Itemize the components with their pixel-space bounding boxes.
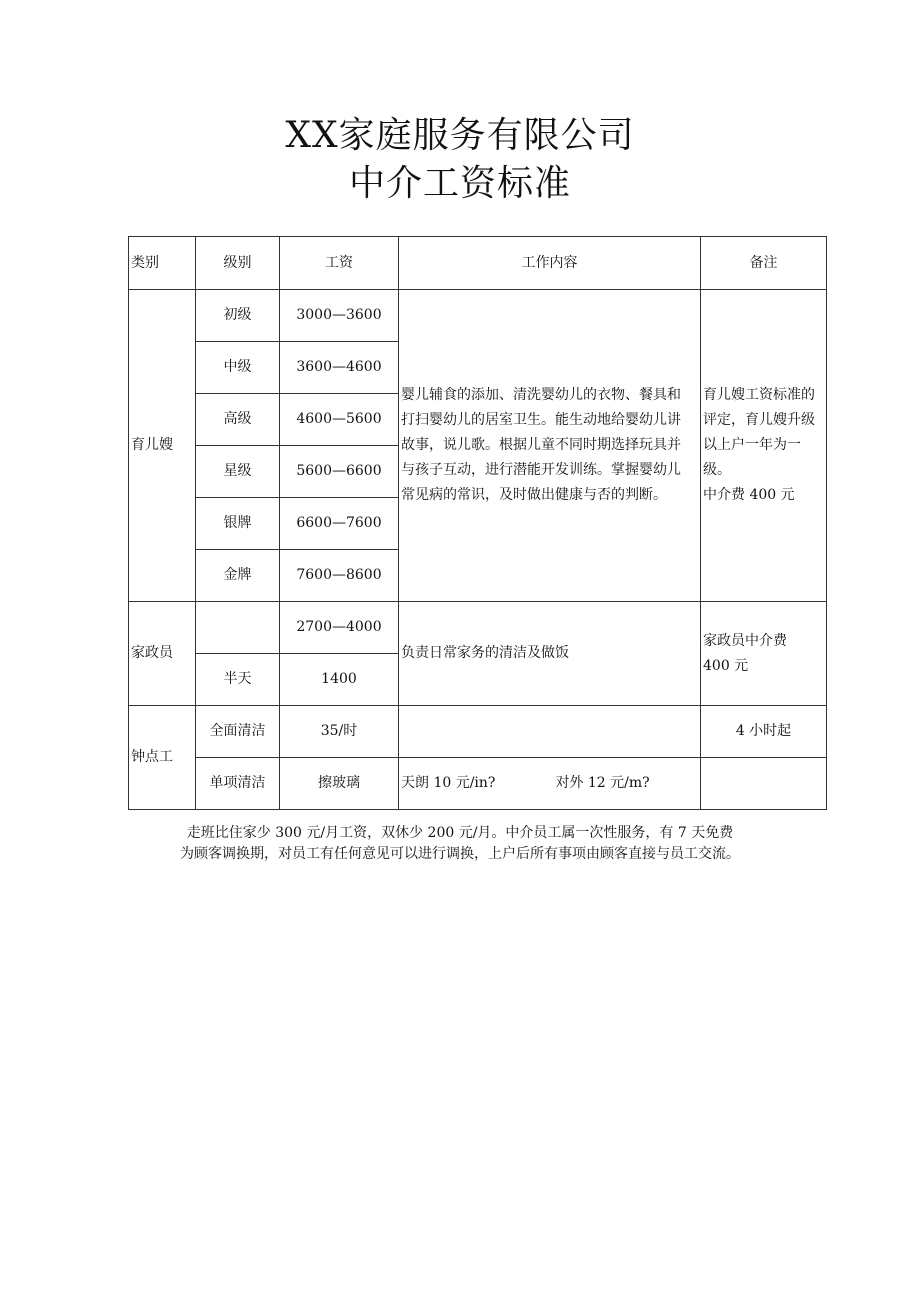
table-row	[129, 602, 827, 654]
remark-line: 中介费 400 元	[703, 487, 795, 503]
content-line: 打扫婴幼儿的居室卫生。能生动地给婴幼儿讲	[401, 412, 681, 428]
level-cell: 单项清洁	[196, 758, 280, 810]
remark-cell	[701, 758, 827, 810]
content-cell	[399, 758, 701, 810]
remark-line: 400 元	[703, 657, 749, 674]
content-line: 常见病的常识，及时做出健康与否的判断。	[401, 487, 667, 503]
remark-line: 育儿嫂工资标准的	[703, 387, 815, 403]
nanny-content	[399, 383, 700, 508]
level-cell: 金牌	[196, 550, 280, 602]
wage-cell: 7600—8600	[280, 550, 399, 602]
header-wage: 工资	[280, 237, 399, 290]
level-cell: 中级	[196, 342, 280, 394]
level-cell: 半天	[196, 654, 280, 706]
remark-line: 以上户一年为一	[703, 437, 801, 453]
housekeeper-remark-cell	[701, 602, 827, 706]
table-header-row	[129, 237, 827, 290]
nanny-content-cell	[399, 290, 701, 602]
category-nanny: 育儿嫂	[129, 290, 196, 602]
price-external: 对外 12 元/m?	[555, 775, 650, 792]
level-cell	[196, 602, 280, 654]
level-cell: 银牌	[196, 498, 280, 550]
remark-line: 级。	[703, 462, 731, 478]
remark-line: 评定，育儿嫂升级	[703, 412, 815, 428]
table-row	[129, 290, 827, 342]
level-cell: 初级	[196, 290, 280, 342]
table-row	[129, 758, 827, 810]
note-line: 走班比住家少 300 元/月工资，双休少 200 元/月。中介员工属一次性服务，有 7 天免费	[186, 825, 734, 841]
content-line: 故事，说儿歌。根据儿童不同时期选择玩具并	[401, 437, 681, 453]
wage-cell: 擦玻璃	[280, 758, 399, 810]
header-level: 级别	[196, 237, 280, 290]
content-line: 与孩子互动，进行潜能开发训练。掌握婴幼儿	[401, 462, 681, 478]
header-category: 类别	[129, 237, 196, 290]
table-row	[129, 706, 827, 758]
category-housekeeper: 家政员	[129, 602, 196, 706]
housekeeper-remark	[701, 629, 826, 679]
wage-cell: 3600—4600	[280, 342, 399, 394]
nanny-remark-cell	[701, 290, 827, 602]
wage-cell: 1400	[280, 654, 399, 706]
document-subtitle: 中介工资标准	[348, 163, 571, 204]
level-cell: 全面清洁	[196, 706, 280, 758]
document-title: XX家庭服务有限公司	[285, 115, 635, 156]
wage-cell: 2700—4000	[280, 602, 399, 654]
wage-cell: 4600—5600	[280, 394, 399, 446]
wage-cell: 5600—6600	[280, 446, 399, 498]
housekeeper-content: 负责日常家务的清洁及做饭	[399, 602, 701, 706]
header-remark: 备注	[701, 237, 827, 290]
header-content: 工作内容	[399, 237, 701, 290]
level-cell: 星级	[196, 446, 280, 498]
content-line: 婴儿辅食的添加、清洗婴幼儿的衣物、餐具和	[401, 387, 681, 403]
category-hourly: 钟点工	[129, 706, 196, 810]
content-cell	[399, 706, 701, 758]
price-tianlang: 天朗 10 元/in?	[401, 775, 496, 792]
remark-cell: 4 小时起	[701, 706, 827, 758]
nanny-remark	[701, 383, 826, 508]
level-cell: 高级	[196, 394, 280, 446]
wage-standard-table	[128, 236, 827, 810]
note-line: 为顾客调换期，对员工有任何意见可以进行调换，上户后所有事项由顾客直接与员工交流。	[180, 846, 740, 862]
wage-cell: 3000—3600	[280, 290, 399, 342]
wage-cell: 6600—7600	[280, 498, 399, 550]
remark-line: 家政员中介费	[703, 632, 787, 649]
wage-cell: 35/时	[280, 706, 399, 758]
